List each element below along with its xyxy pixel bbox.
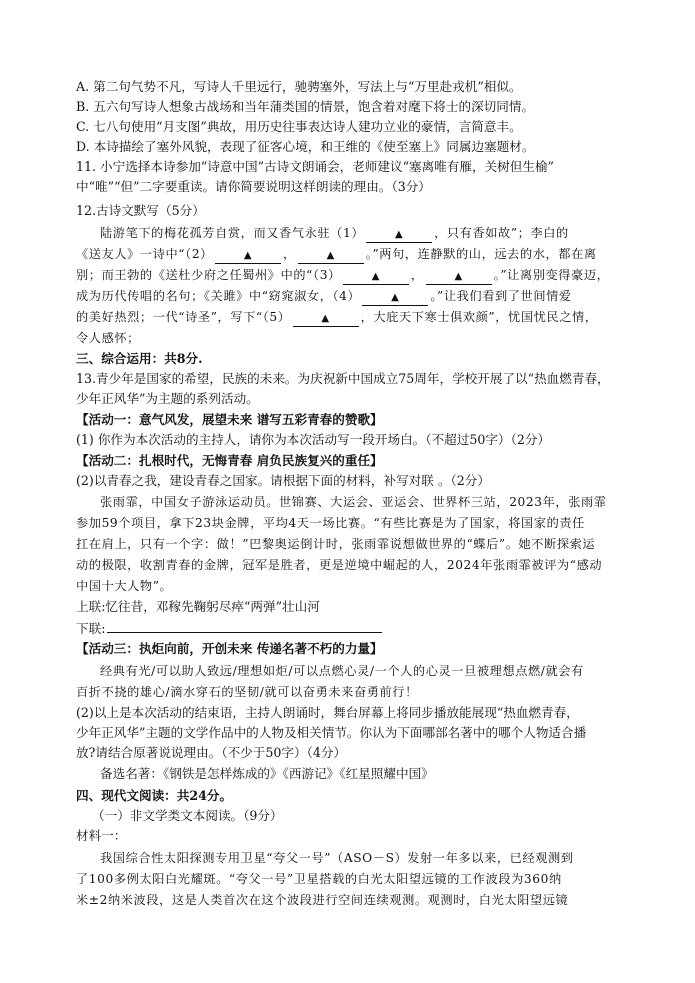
- activity-3-task-cont-2: 放?请结合原著说说理由。（不少于50字）（4分）: [76, 745, 347, 760]
- triangle-icon: ▲: [371, 271, 380, 282]
- activity-3-task: (2)以上是本次活动的结束语，主持人朗诵时，舞台屏幕上将同步播放能展现“热血燃青春，: [76, 705, 579, 720]
- material-line-1: 张雨霏，中国女子游泳运动员。世锦赛、大运会、亚运会、世界杯三站，2023年，张雨霏: [100, 495, 607, 509]
- option-b: B. 五六句写诗人想象古战场和当年蒲类国的情景，饱含着对麾下将士的深切同情。: [76, 99, 535, 114]
- reading-line-2: 了100多例太阳白光耀斑。“夸父一号”卫星搭载的白光太阳望远镜的工作波段为360纳: [76, 872, 562, 886]
- triangle-icon: ▲: [394, 229, 404, 240]
- section-4-heading: 四、现代文阅读：共24分。: [76, 788, 233, 803]
- material-line-2: 参加59个项目，拿下23块金牌，平均4天一场比赛。“有些比赛是为了国家，将国家的责任: [76, 516, 585, 530]
- reading-line-3: 米±2纳米波段，这是人类首次在这个波段进行空间连续观测。观测时，白光太阳望远镜: [76, 893, 569, 907]
- blank-3a[interactable]: [343, 268, 409, 285]
- triangle-icon: ▲: [321, 313, 330, 324]
- option-c: C. 七八句使用“月支图”典故，用历史往事表达诗人建功立业的豪情，言简意丰。: [76, 119, 522, 134]
- blank-2a[interactable]: [215, 247, 281, 264]
- triangle-icon: ▲: [326, 250, 335, 261]
- material-1-label: 材料一：: [76, 828, 127, 843]
- section-3-heading: 三、综合运用：共8分.: [76, 351, 203, 366]
- blank-1[interactable]: [366, 226, 432, 243]
- blank-3b[interactable]: [426, 268, 492, 285]
- question-12-title: 12.古诗文默写（5分）: [76, 203, 205, 218]
- question-11: 11. 小宁选择本诗参加“诗意中国”古诗文朗诵会，老师建议“塞离唯有雁，关树但生榆”: [76, 159, 554, 174]
- subsection-1-heading: （一）非文学类文本阅读。（9分）: [92, 808, 283, 823]
- activity-2-task: (2)以青春之我，建设青春之国家。请根据下面的材料，补写对联 。（2分）: [76, 473, 490, 488]
- material-line-3: 扛在肩上，只有一个字：做！”巴黎奥运倒计时，张雨霏说想做世界的“蝶后”。她不断探索运: [76, 537, 596, 551]
- question-13-cont: 少年正风华”为主题的系列活动。: [76, 391, 259, 406]
- blank-5[interactable]: [293, 310, 359, 327]
- reading-line-1: 我国综合性太阳探测专用卫星“夸父一号”（ASO－S）发射一年多以来，已经观测到: [100, 851, 574, 865]
- activity-3-heading: 【活动三：执炬向前，开创未来 传递名著不朽的力量】: [76, 641, 383, 656]
- dictation-line-3: 别；而王勃的《送杜少府之任蜀州》中的“（3） ▲ ， ▲ 。”让离别变得豪迈，: [76, 265, 636, 285]
- dictation-line-6: 令人感怀；: [76, 331, 140, 345]
- activity-1-heading: 【活动一：意气风发，展望未来 谱写五彩青春的赞歌】: [76, 412, 383, 427]
- material-line-5: 中国十大人物”。: [76, 579, 173, 593]
- triangle-icon: ▲: [243, 250, 253, 261]
- dictation-line-2: 《送友人》一诗中“（2） ▲ ， ▲ 。”两句，连静默的山，远去的水，都在离: [76, 244, 636, 264]
- question-13: 13.青少年是国家的希望，民族的未来。为庆祝新中国成立75周年，学校开展了以“热血燃青春，: [76, 371, 610, 386]
- question-11-cont: 中“唯”“但”二字要重读。请你简要说明这样朗读的理由。（3分）: [76, 179, 431, 194]
- closing-line-2: 百折不挠的雄心/滴水穿石的坚韧/就可以奋勇未来奋勇前行！: [76, 685, 418, 699]
- couplet-upper: 上联:忆往昔，邓稼先鞠躬尽瘁“两弹”壮山河: [76, 599, 320, 614]
- closing-line-1: 经典有光/可以助人致远/理想如炬/可以点燃心灵/一个人的心灵一旦被理想点燃/就会有: [100, 664, 584, 678]
- material-line-4: 动的极限，收割青春的金牌，冠军是胜者，更是逆境中崛起的人，2024年张雨霏被评为“感动: [76, 558, 603, 572]
- blank-4[interactable]: [362, 289, 428, 306]
- activity-1-task: (1) 你作为本次活动的主持人，请你为本次活动写一段开场白。（不超过50字）（2分）: [76, 432, 551, 447]
- activity-3-task-cont: 少年正风华”主题的文学作品中的人物及相关情节。你认为下面哪部名著中的哪个人物适合播: [76, 725, 587, 740]
- triangle-icon: ▲: [454, 271, 463, 282]
- couplet-lower: 下联:: [76, 618, 636, 639]
- dictation-line-1: 陆游笔下的梅花孤芳自赏，而又香气永驻（1） ▲ ，只有香如故”；李白的: [100, 223, 636, 243]
- couplet-answer-line[interactable]: [107, 618, 382, 633]
- option-d: D. 本诗描绘了塞外风貌，表现了征客心境，和王维的《使至塞上》同属边塞题材。: [76, 139, 535, 154]
- dictation-line-5: 的美好热烈；一代“诗圣”，写下“（5） ▲ ，大庇天下寒士俱欢颜”，忧国忧民之情，: [76, 307, 636, 327]
- book-options: 备选名著：《钢铁是怎样炼成的》《西游记》《红星照耀中国》: [100, 766, 434, 781]
- option-a: A. 第二句气势不凡，写诗人千里远行，驰骋塞外，写法上与“万里赴戎机”相似。: [76, 79, 522, 94]
- activity-2-heading: 【活动二：扎根时代，无悔青春 肩负民族复兴的重任】: [76, 453, 383, 468]
- dictation-line-4: 成为历代传唱的名句；《关雎》中“窈窕淑女，（4） ▲ 。”让我们看到了世间情爱: [76, 286, 636, 306]
- triangle-icon: ▲: [391, 292, 400, 303]
- blank-2b[interactable]: [298, 247, 364, 264]
